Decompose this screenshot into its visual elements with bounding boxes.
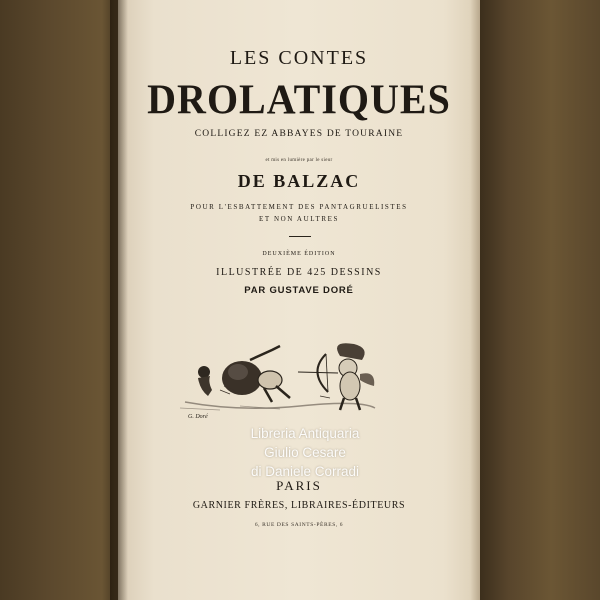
dedication-line-2: ET NON AULTRES bbox=[259, 215, 339, 223]
city: PARIS bbox=[276, 478, 322, 493]
small-line: et mis en lumière par le sieur bbox=[265, 158, 333, 163]
book-cover-left bbox=[0, 0, 120, 600]
edition: DEUXIÈME ÉDITION bbox=[262, 251, 336, 257]
author: DE BALZAC bbox=[237, 171, 361, 191]
engraving-vignette bbox=[180, 340, 380, 420]
dedication-line-1: POUR L'ESBATTEMENT DES PANTAGRUELISTES bbox=[190, 203, 408, 211]
title-line-1: LES CONTES bbox=[229, 47, 369, 69]
address: 6, RUE DES SAINTS-PÈRES, 6 bbox=[254, 522, 344, 528]
title-line-2: DROLATIQUES bbox=[147, 75, 451, 124]
watermark-line-2: Giulio Cesare bbox=[264, 445, 346, 460]
book-cover-right bbox=[478, 0, 600, 600]
illustrator-line: PAR GUSTAVE DORÉ bbox=[244, 285, 354, 296]
vignette-signature: G. Doré bbox=[188, 414, 208, 420]
watermark-line-3: di Daniele Corradi bbox=[250, 464, 360, 479]
publisher: GARNIER FRÈRES, LIBRAIRES-ÉDITEURS bbox=[192, 500, 406, 511]
watermark-line-1: Libreria Antiquaria bbox=[250, 426, 360, 441]
divider-rule bbox=[289, 236, 311, 237]
subtitle: COLLIGEZ EZ ABBAYES DE TOURAINE bbox=[194, 129, 404, 139]
illustration-line: ILLUSTRÉE DE 425 DESSINS bbox=[216, 267, 382, 278]
